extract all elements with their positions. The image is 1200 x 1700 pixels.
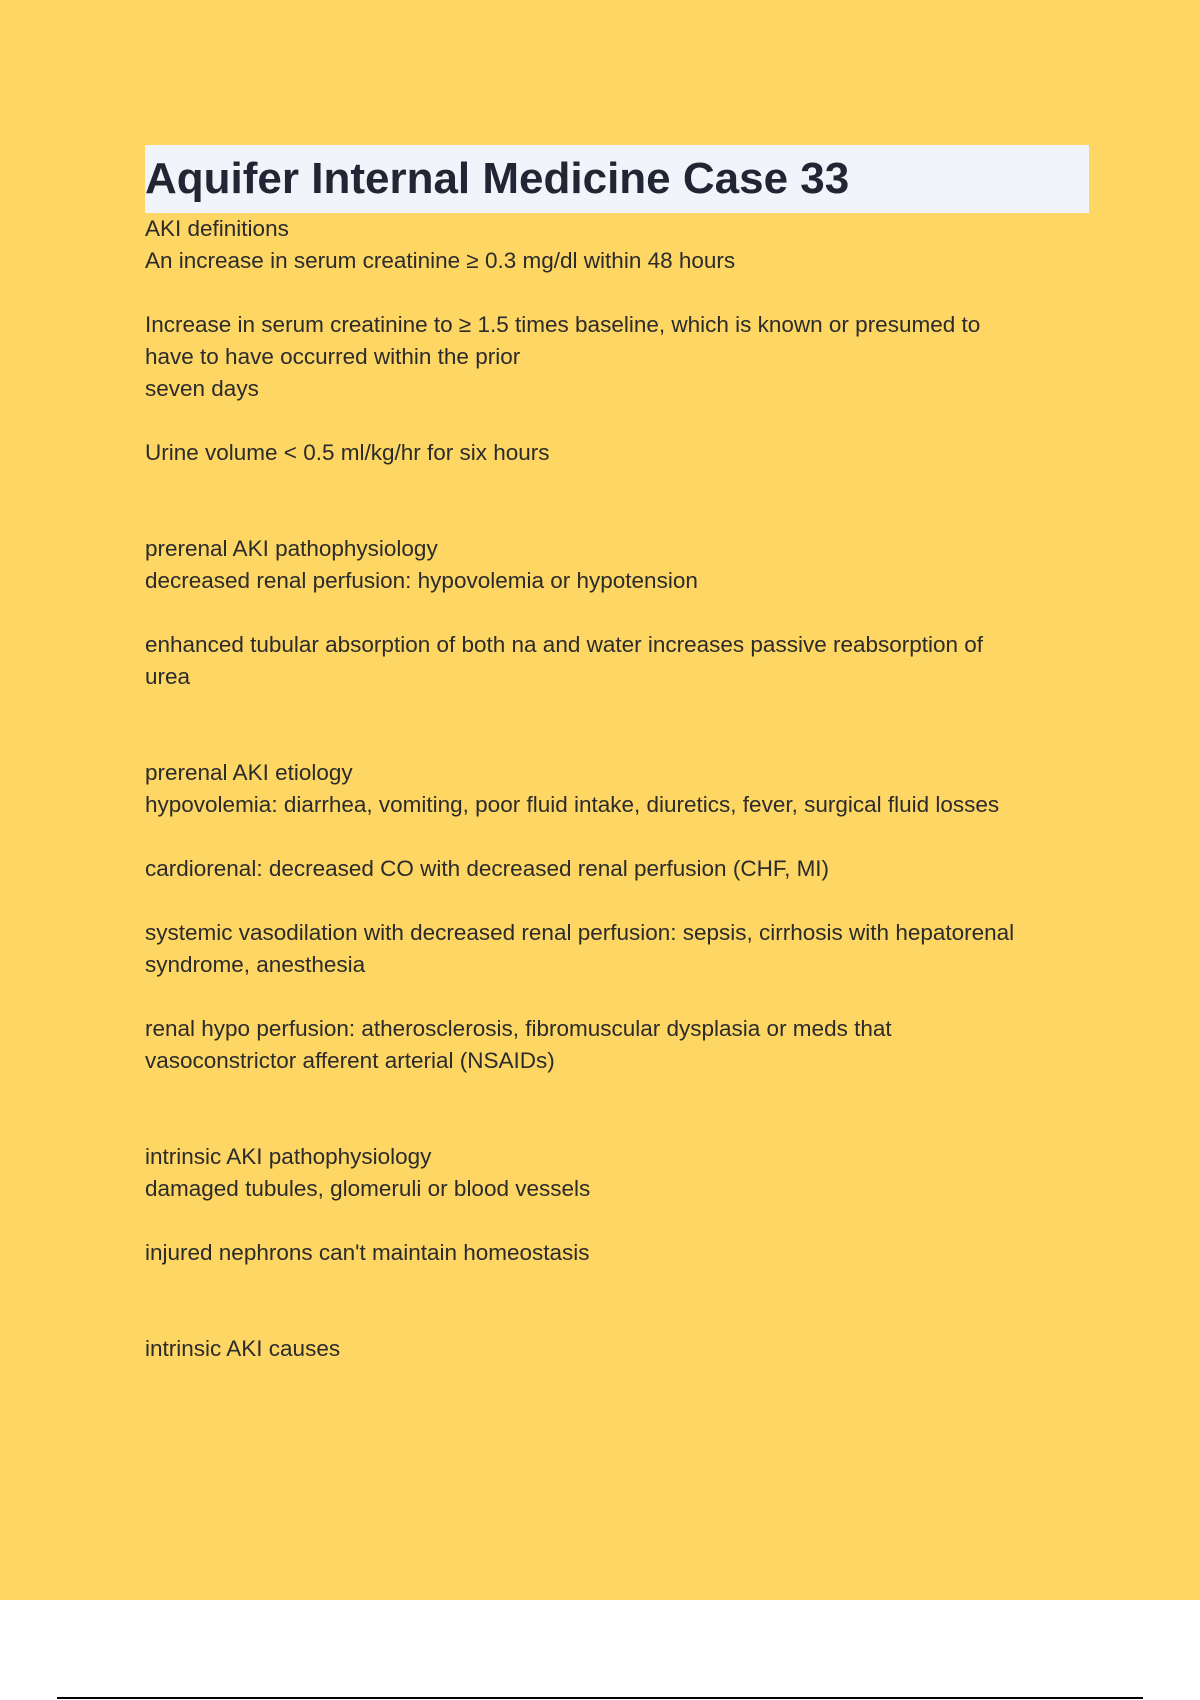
section-line: enhanced tubular absorption of both na and water increases passive reabsorption of: [145, 632, 984, 657]
section-line: syndrome, anesthesia: [145, 952, 366, 977]
section-line: damaged tubules, glomeruli or blood vessels: [145, 1176, 591, 1201]
section-line: Urine volume < 0.5 ml/kg/hr for six hours: [145, 440, 550, 465]
section-heading-intrinsic-causes: intrinsic AKI causes: [145, 1336, 341, 1361]
section-heading-prerenal-etiology: prerenal AKI etiology: [145, 760, 353, 785]
section-line: hypovolemia: diarrhea, vomiting, poor fluid intake, diuretics, fever, surgical fluid losses: [145, 792, 1000, 817]
section-line: Increase in serum creatinine to ≥ 1.5 times baseline, which is known or presumed to: [145, 312, 981, 337]
footer-divider: [57, 1697, 1143, 1699]
document-content: [145, 145, 1089, 1365]
section-line: have to have occurred within the prior: [145, 344, 521, 369]
section-line: cardiorenal: decreased CO with decreased renal perfusion (CHF, MI): [145, 856, 830, 881]
title-banner: [145, 145, 1089, 213]
document-title: Aquifer Internal Medicine Case 33: [145, 154, 850, 203]
section-heading-aki-definitions: AKI definitions: [145, 216, 289, 241]
section-line: seven days: [145, 376, 259, 401]
section-heading-prerenal-pathophysiology: prerenal AKI pathophysiology: [145, 536, 438, 561]
section-line: vasoconstrictor afferent arterial (NSAIDs): [145, 1048, 555, 1073]
section-line: decreased renal perfusion: hypovolemia or hypotension: [145, 568, 698, 593]
section-line: An increase in serum creatinine ≥ 0.3 mg/dl within 48 hours: [145, 248, 736, 273]
section-line: renal hypo perfusion: atherosclerosis, fibromuscular dysplasia or meds that: [145, 1016, 892, 1041]
section-line: urea: [145, 664, 191, 689]
section-heading-intrinsic-pathophysiology: intrinsic AKI pathophysiology: [145, 1144, 432, 1169]
section-line: injured nephrons can't maintain homeostasis: [145, 1240, 590, 1265]
section-line: systemic vasodilation with decreased renal perfusion: sepsis, cirrhosis with hepatorenal: [145, 920, 1015, 945]
